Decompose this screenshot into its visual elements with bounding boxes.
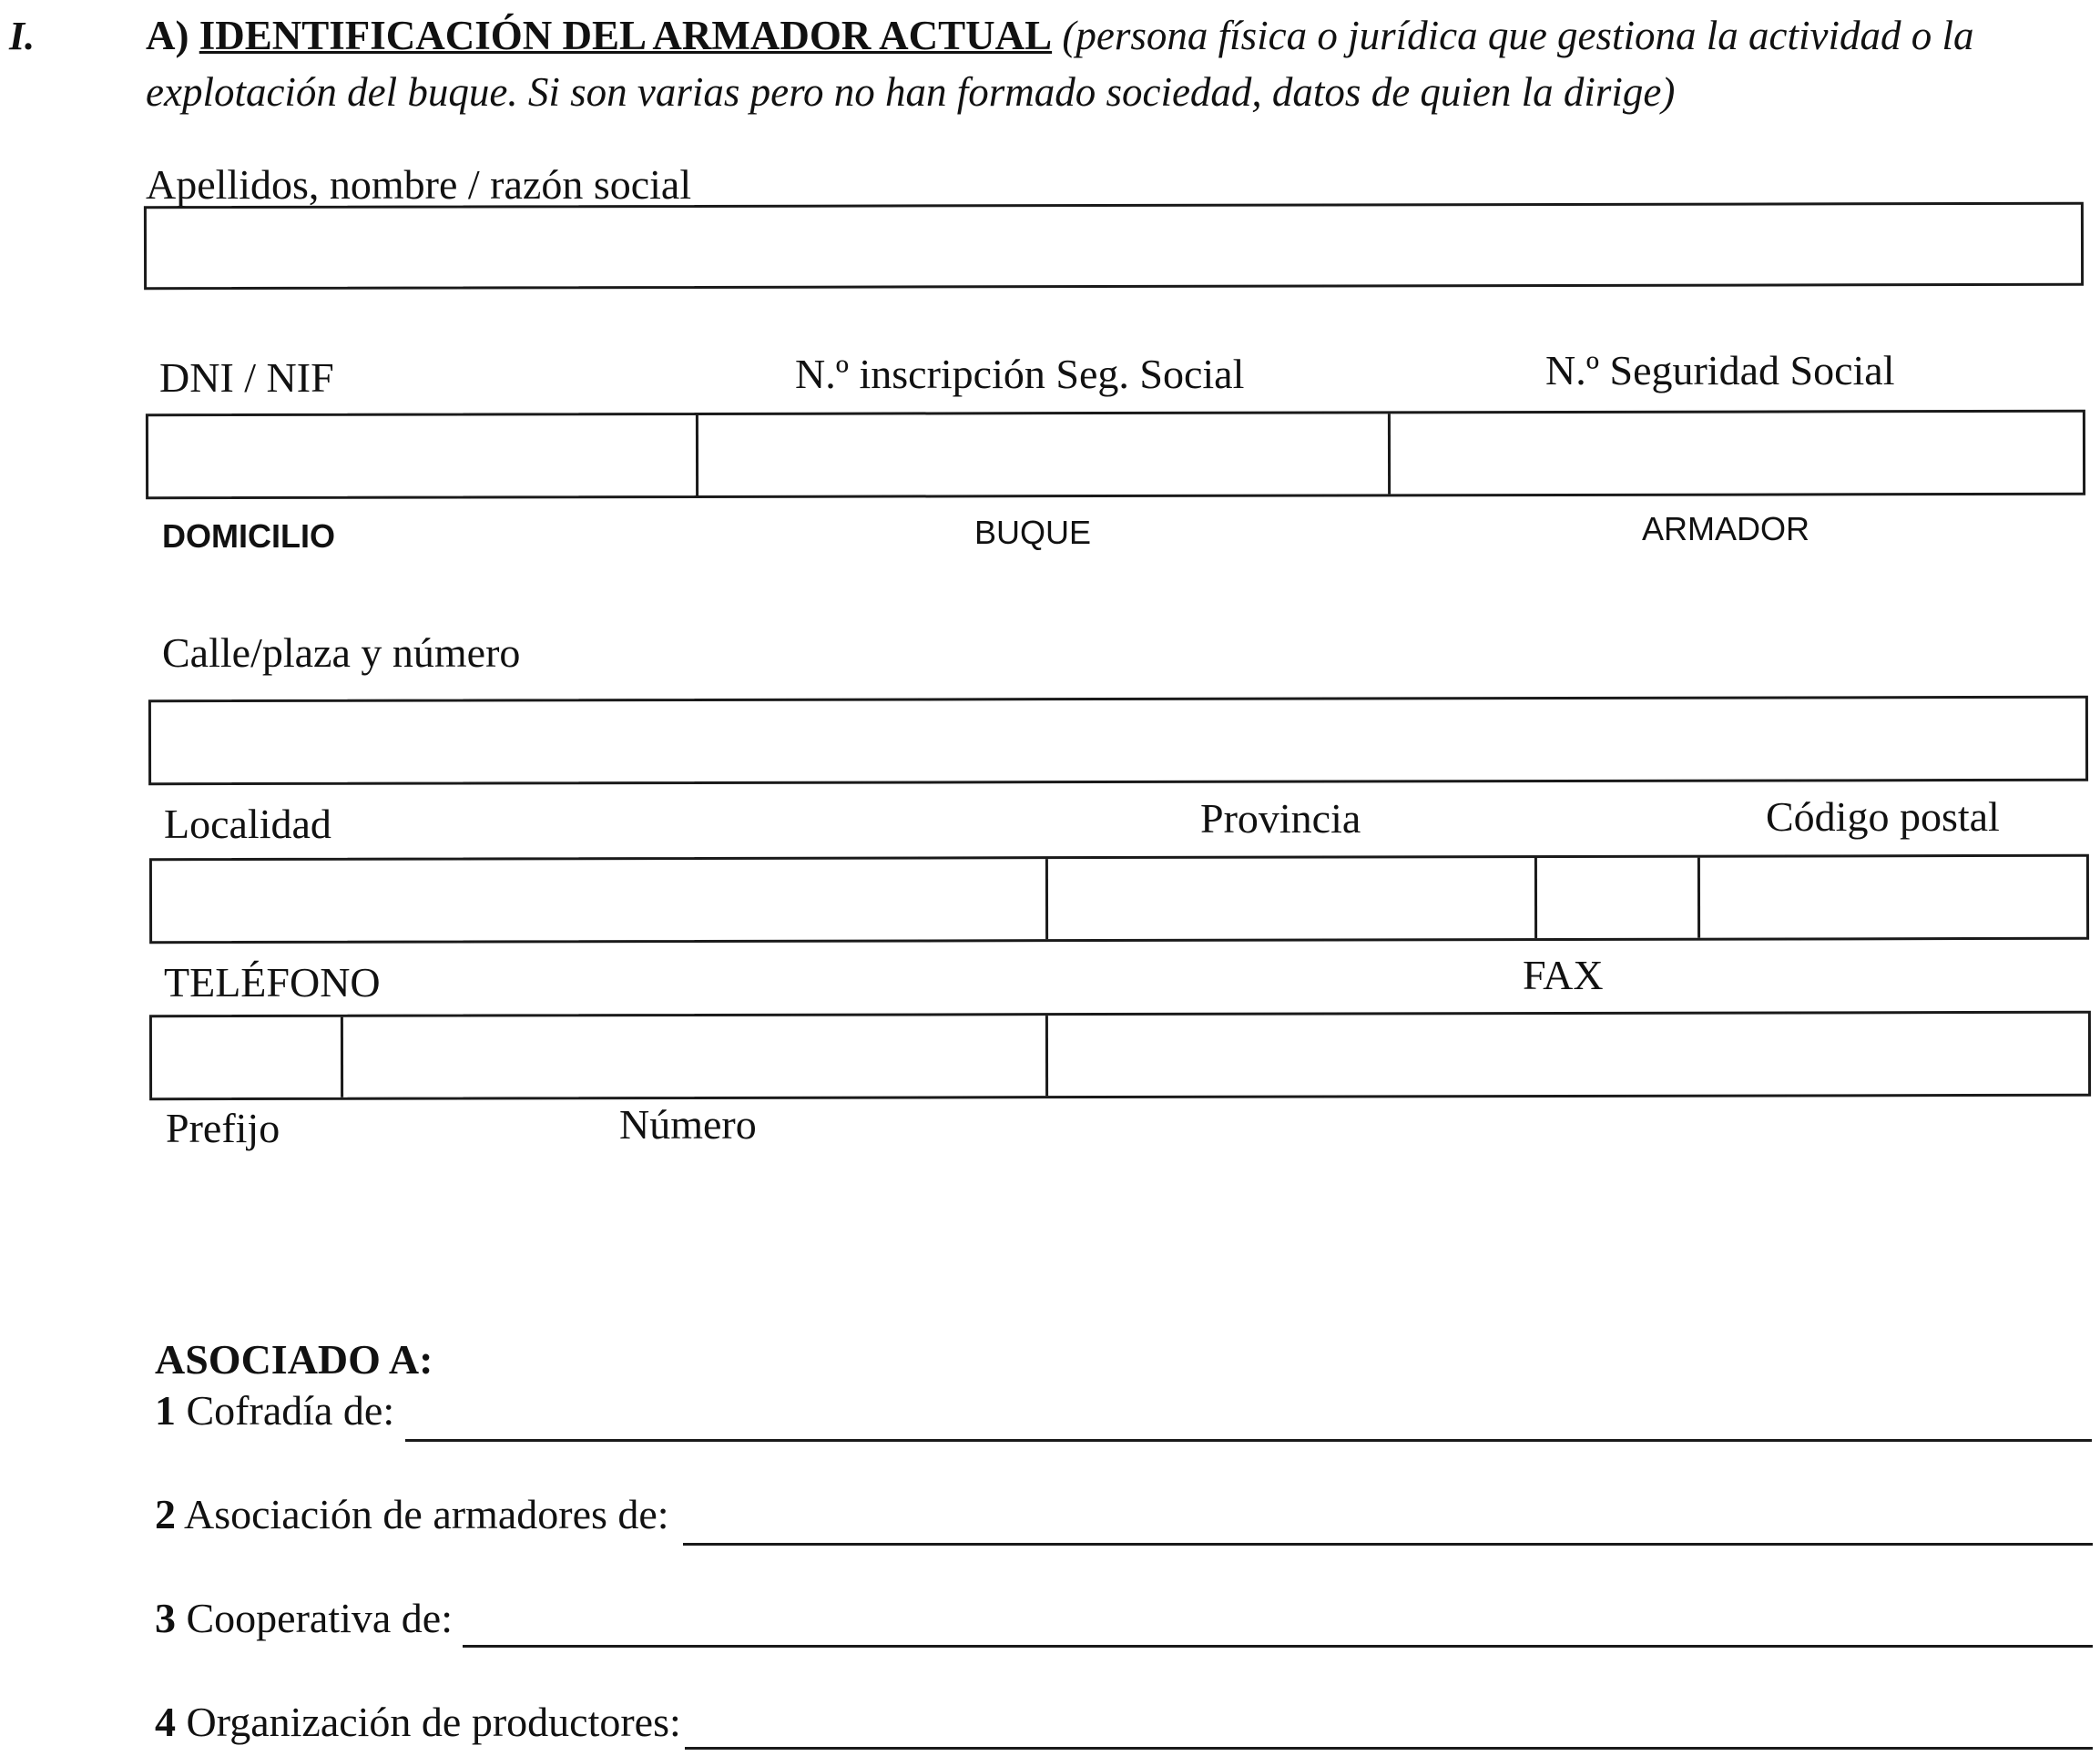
section-number: I. — [9, 14, 36, 58]
fax-field[interactable] — [1048, 1014, 2088, 1096]
association-item-number: 1 — [155, 1387, 176, 1434]
association-item-4 — [155, 1698, 681, 1746]
prefix-field[interactable] — [152, 1017, 341, 1098]
section-heading — [146, 7, 2067, 120]
dni-field[interactable] — [148, 415, 696, 496]
association-item-label: Organización de productores: — [186, 1699, 681, 1745]
association-item-label: Cofradía de: — [186, 1387, 395, 1434]
association-item-number: 3 — [155, 1595, 176, 1641]
postal-code-cell-2 — [1700, 857, 2086, 938]
association-item-number: 4 — [155, 1699, 176, 1745]
prefix-label: Prefijo — [166, 1105, 280, 1151]
buque-option[interactable]: BUQUE — [974, 514, 1092, 551]
ss-number-field[interactable] — [1391, 413, 2083, 495]
inscripcion-field[interactable] — [698, 413, 1388, 495]
phone-number-field[interactable] — [343, 1016, 1045, 1098]
inscripcion-cell — [698, 413, 1391, 495]
province-field[interactable] — [1048, 858, 1534, 939]
phone-number-cell — [343, 1016, 1048, 1098]
domicilio-option[interactable]: DOMICILIO — [162, 517, 335, 555]
armador-option[interactable]: ARMADOR — [1642, 510, 1810, 547]
locality-field[interactable] — [152, 859, 1045, 941]
association-item-2 — [155, 1490, 669, 1538]
province-cell — [1048, 858, 1537, 939]
locality-cell — [152, 859, 1048, 941]
association-title: ASOCIADO A: — [155, 1336, 433, 1383]
number-label: Número — [619, 1101, 757, 1148]
street-box — [148, 696, 2088, 785]
association-item-label: Cooperativa de: — [186, 1595, 454, 1641]
locality-label: Localidad — [164, 801, 331, 847]
postal-code-field-1[interactable] — [1537, 858, 1697, 938]
street-field[interactable] — [151, 699, 2085, 782]
name-field[interactable] — [147, 205, 2081, 287]
section-title: IDENTIFICACIÓN DEL ARMADOR ACTUAL — [199, 13, 1053, 58]
organizacion-productores-line[interactable] — [685, 1747, 2093, 1750]
cofradia-line[interactable] — [405, 1439, 2092, 1442]
cooperativa-line[interactable] — [463, 1645, 2093, 1648]
postal-code-field-2[interactable] — [1700, 857, 2086, 938]
name-cell — [147, 205, 2081, 287]
dni-label: DNI / NIF — [159, 354, 334, 401]
association-item-number: 2 — [155, 1491, 176, 1537]
prefix-cell — [152, 1017, 343, 1098]
association-item-3 — [155, 1594, 453, 1642]
association-item-label: Asociación de armadores de: — [183, 1491, 669, 1537]
section-lead: A) — [146, 13, 189, 58]
postal-code-label: Código postal — [1766, 793, 2000, 840]
asociacion-armadores-line[interactable] — [683, 1543, 2093, 1546]
province-label: Provincia — [1200, 795, 1361, 842]
association-item-1 — [155, 1386, 394, 1434]
section-description: (persona física o jurídica que gestiona la actividad o la explotación del buque. Si son varias pero no han formado sociedad, datos de quien la dirige) — [146, 13, 1974, 115]
name-label: Apellidos, nombre / razón social — [146, 161, 692, 208]
fax-label: FAX — [1523, 952, 1604, 998]
phone-label: TELÉFONO — [164, 959, 381, 1006]
phone-fax-box — [149, 1011, 2091, 1100]
fax-cell — [1048, 1014, 2088, 1096]
street-cell — [151, 699, 2085, 782]
ss-number-cell — [1391, 413, 2083, 495]
id-numbers-box — [146, 410, 2085, 499]
inscripcion-label: N.º inscripción Seg. Social — [795, 351, 1245, 397]
street-label: Calle/plaza y número — [162, 629, 521, 676]
locality-box — [149, 854, 2089, 944]
dni-cell — [148, 415, 698, 496]
ss-number-label: N.º Seguridad Social — [1545, 347, 1895, 393]
postal-code-cell-1 — [1537, 858, 1700, 938]
name-box — [144, 202, 2084, 290]
